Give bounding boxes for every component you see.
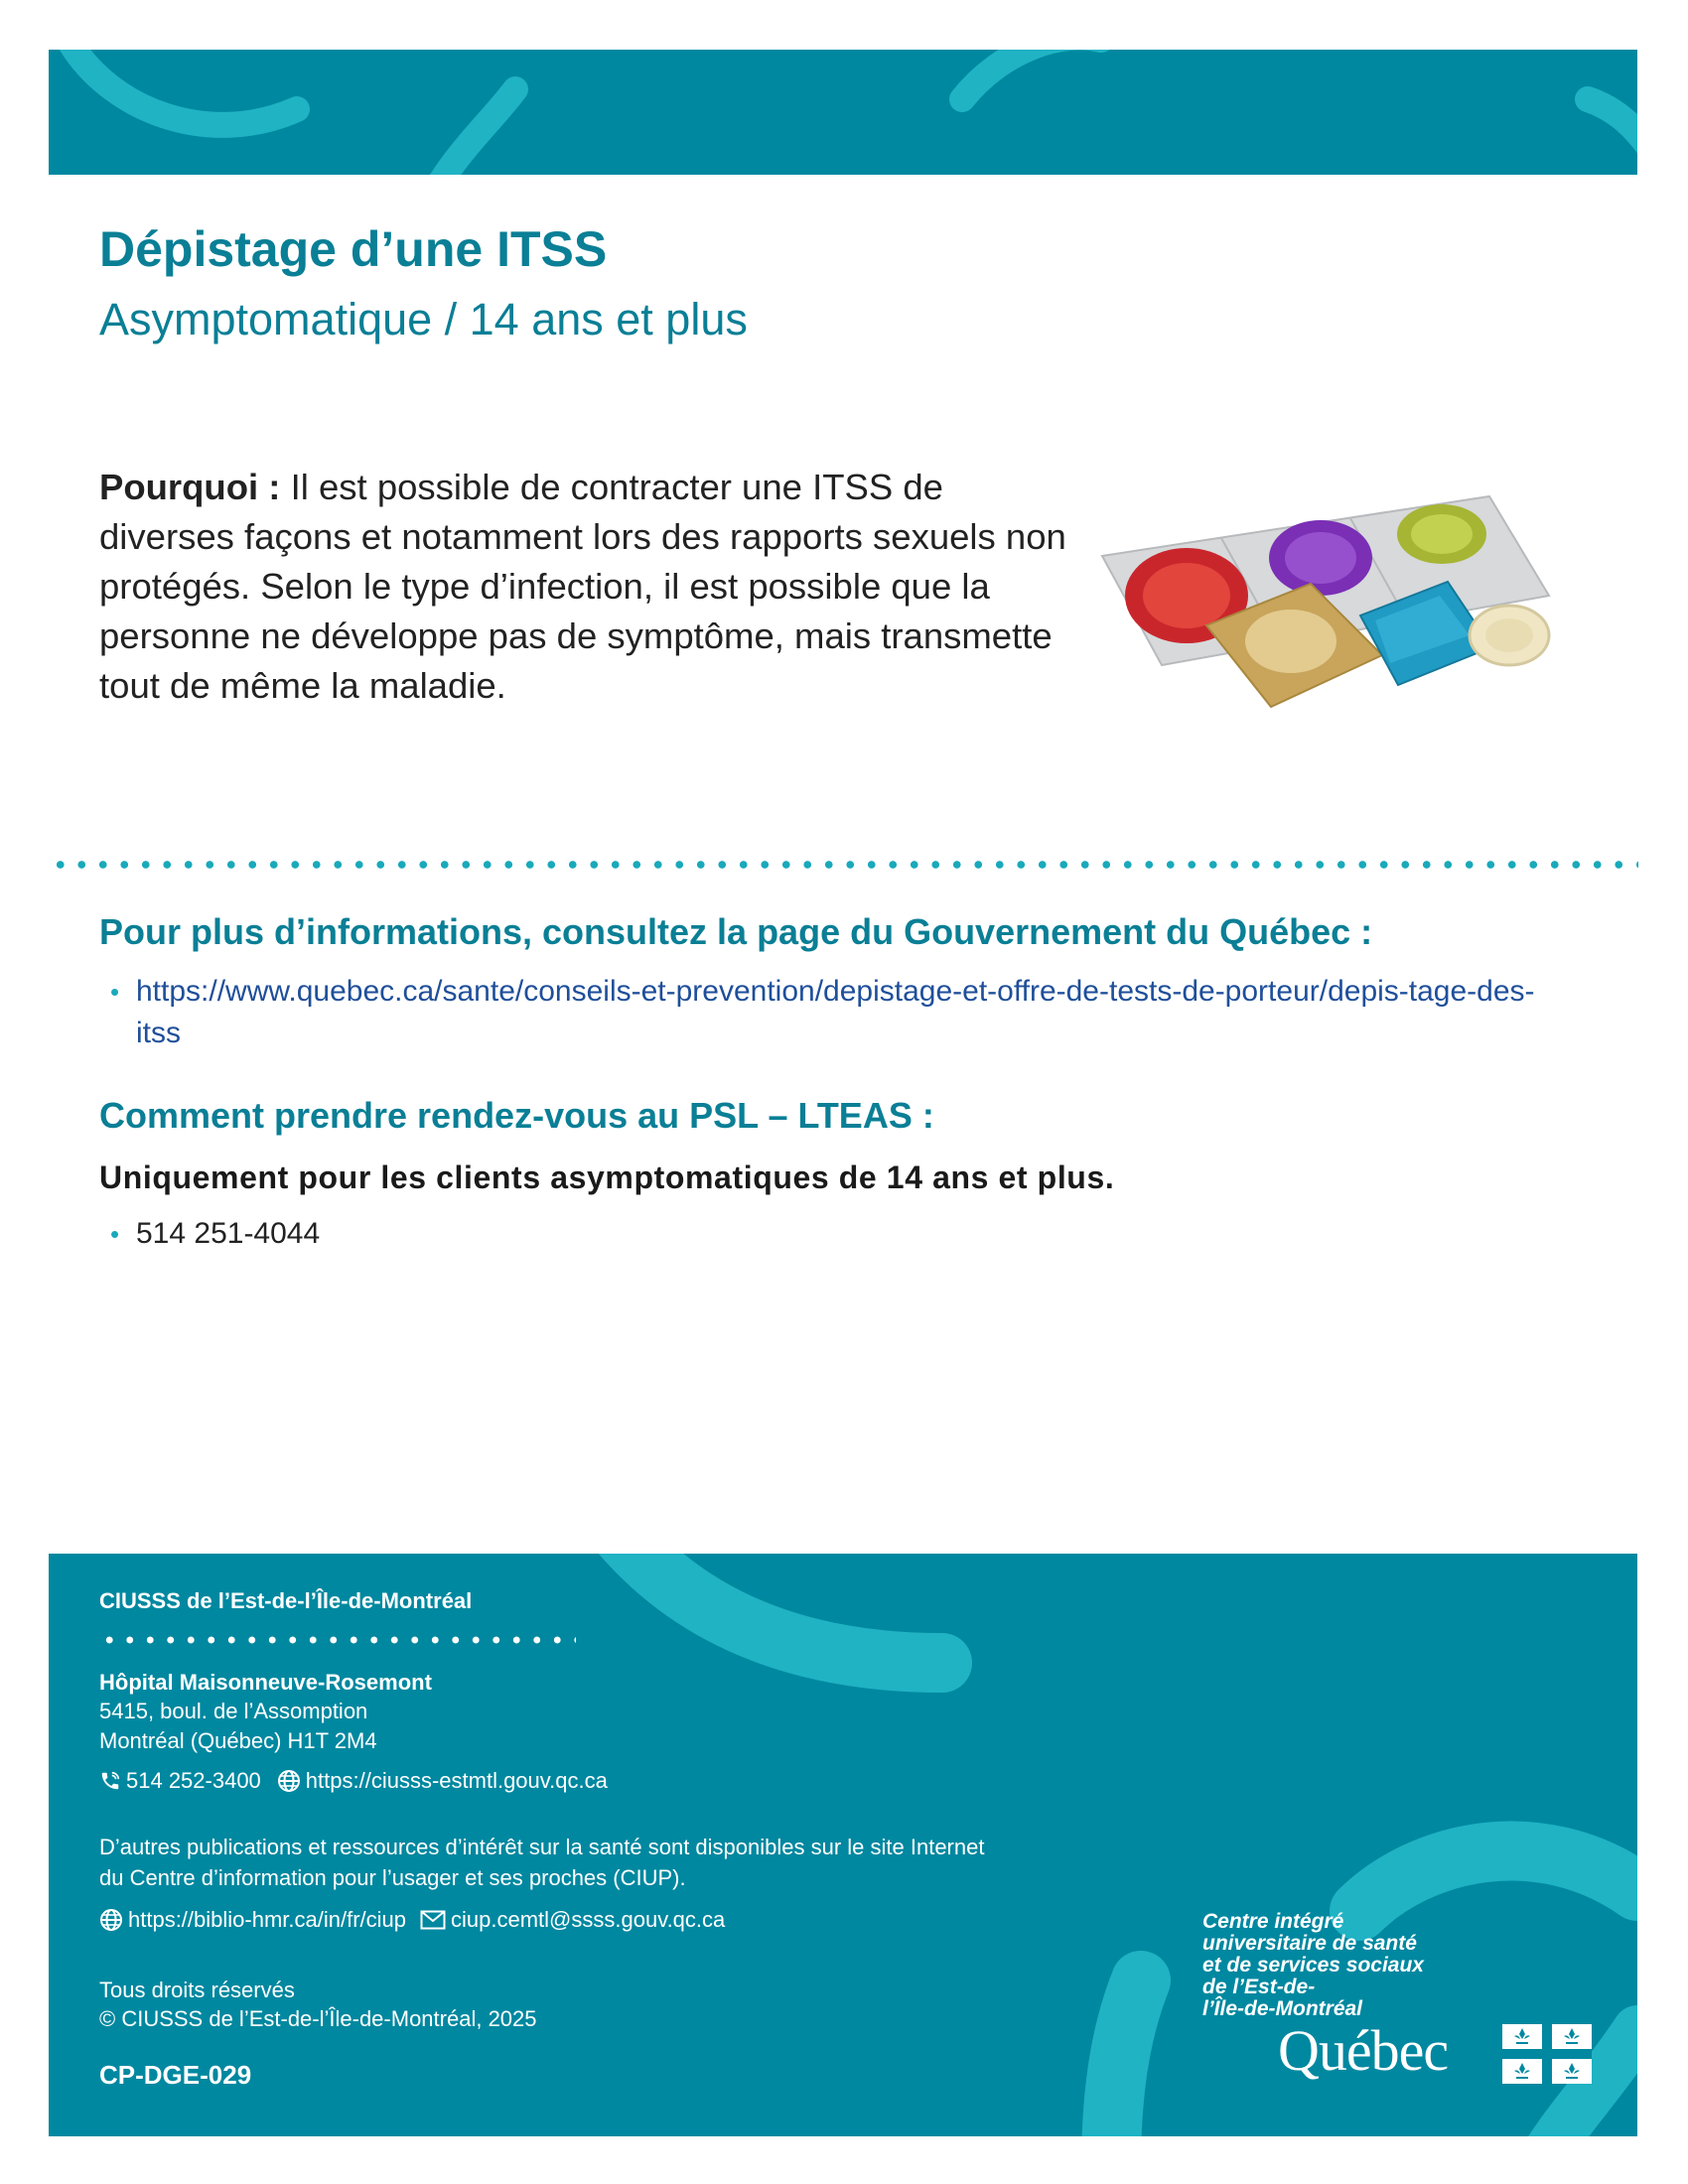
footer-dotted-divider — [99, 1635, 576, 1645]
globe-icon — [277, 1769, 301, 1793]
gov-line: l’Île-de-Montréal — [1202, 1997, 1363, 2020]
government-link[interactable]: https://www.quebec.ca/sante/conseils-et-prevention/depistage-et-offre-de-tests-de-porteur/depis-tage-des-itss — [136, 975, 1535, 1049]
footer — [49, 1554, 1637, 2136]
list-item — [112, 1213, 320, 1255]
appointment-heading: Comment prendre rendez-vous au PSL – LTEAS : — [99, 1095, 934, 1136]
page-subtitle: Asymptomatique / 14 ans et plus — [99, 294, 748, 344]
quebec-flag-icon — [1502, 2024, 1592, 2084]
footer-ciup-links — [99, 1907, 725, 1933]
footer-paragraph: D’autres publications et ressources d’intérêt sur la santé sont disponibles sur le site Internet du Centre d’information pour l’usager et ses proches (CIUP). — [99, 1835, 985, 1890]
header-band — [49, 50, 1637, 175]
gov-line: et de services sociaux — [1202, 1954, 1424, 1977]
footer-hospital: Hôpital Maisonneuve-Rosemont — [99, 1670, 432, 1695]
list-item[interactable] — [112, 971, 1572, 1054]
footer-contact — [99, 1768, 608, 1794]
globe-icon — [99, 1908, 123, 1932]
bullet-icon: • — [110, 977, 120, 1007]
why-paragraph — [99, 463, 1072, 711]
dotted-divider — [50, 860, 1638, 870]
footer-org-name: CIUSSS de l’Est-de-l’Île-de-Montréal — [99, 1588, 473, 1613]
footer-email-link[interactable]: ciup.cemtl@ssss.gouv.qc.ca — [451, 1907, 726, 1932]
footer-copyright: © CIUSSS de l’Est-de-l’Île-de-Montréal, 2025 — [99, 2006, 537, 2031]
gov-line: de l’Est-de- — [1202, 1976, 1316, 1998]
header-decoration — [49, 50, 1637, 175]
bullet-icon: • — [110, 1219, 120, 1249]
footer-biblio-link[interactable]: https://biblio-hmr.ca/in/fr/ciup — [128, 1907, 407, 1932]
gov-line: universitaire de santé — [1202, 1932, 1417, 1955]
phone-icon — [99, 1770, 121, 1792]
footer-address-line2: Montréal (Québec) H1T 2M4 — [99, 1728, 377, 1753]
footer-phone: 514 252-3400 — [126, 1768, 261, 1793]
footer-address-line1: 5415, boul. de l’Assomption — [99, 1699, 368, 1723]
envelope-icon — [420, 1910, 446, 1930]
page-title: Dépistage d’une ITSS — [99, 221, 608, 277]
more-info-heading: Pour plus d’informations, consultez la page du Gouvernement du Québec : — [99, 911, 1373, 952]
footer-website-link[interactable]: https://ciusss-estmtl.gouv.qc.ca — [305, 1768, 608, 1793]
why-label: Pourquoi : — [99, 467, 281, 507]
appointment-note: Uniquement pour les clients asymptomatiques de 14 ans et plus. — [99, 1160, 1115, 1195]
document-code: CP-DGE-029 — [99, 2060, 252, 2090]
footer-rights: Tous droits réservés — [99, 1978, 295, 2002]
appointment-phone: 514 251-4044 — [136, 1217, 321, 1250]
condoms-illustration — [1092, 486, 1569, 725]
gov-line: Centre intégré — [1202, 1910, 1344, 1933]
why-text: Il est possible de contracter une ITSS de diverses façons et notamment lors des rapports sexuels non protégés. Selon le type d’infection, il est possible que la personne ne développe pas de symptôme, mais transmette tout de même la maladie. — [99, 467, 1066, 706]
gov-organization-name — [1202, 1911, 1424, 2020]
quebec-wordmark: Québec — [1278, 2018, 1449, 2083]
